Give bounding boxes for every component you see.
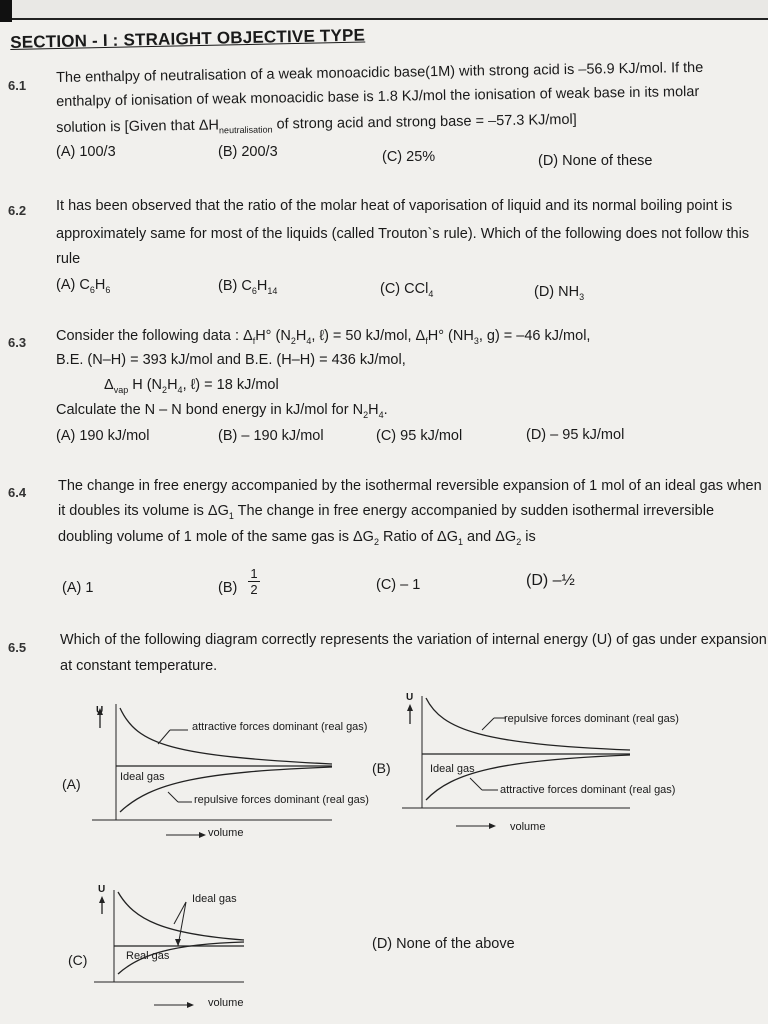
q63-l1-s2: 2 (290, 335, 296, 346)
diagram-b-pointer-bottom (470, 778, 482, 790)
diagram-c-mid-label: Real gas (126, 950, 170, 962)
q63-l1-c: H (295, 328, 307, 344)
q63-l1-s1: f (252, 335, 256, 346)
question-number-6-3: 6.3 (8, 335, 27, 350)
q62-b-sub1: 6 (251, 285, 257, 296)
q63-l1-s5: 3 (473, 335, 479, 346)
diagram-b-label[interactable]: (B) (372, 760, 391, 776)
q62-b-sub2: 14 (267, 285, 278, 296)
q62-a-mid: H (94, 277, 106, 293)
diagram-a-pointer-top (158, 730, 170, 744)
diagram-c-label[interactable]: (C) (68, 952, 88, 968)
diagram-a-label[interactable]: (A) (62, 776, 81, 792)
diagram-c-x-arrowhead (187, 1002, 194, 1008)
diagram-a-axis-y-label: U (96, 705, 104, 716)
question-number-6-5: 6.5 (8, 640, 27, 655)
q64-line2 (58, 503, 714, 521)
q63-l1-s4: f (425, 335, 428, 346)
q64-l3-c: and ΔG (463, 529, 517, 545)
diagram-b-axis-y-label: U (406, 692, 414, 703)
diagram-b-pointer-top (482, 718, 494, 730)
diagram-b-y-arrowhead (407, 704, 413, 711)
diagram-a-pointer-bottom (168, 792, 178, 802)
q63-option-d[interactable]: (D) – 95 kJ/mol (526, 427, 625, 443)
q63-l4-s2: 4 (378, 409, 384, 420)
diagram-a-x-arrowhead (199, 832, 206, 838)
q63-option-a[interactable]: (A) 190 kJ/mol (56, 428, 150, 444)
q62-line3: rule (56, 251, 81, 267)
q62-c-sub1: 4 (428, 288, 434, 299)
section-title (10, 26, 365, 53)
q64-l3-s3: 2 (516, 536, 522, 547)
q63-l4-s1: 2 (363, 409, 369, 420)
q62-option-c[interactable] (380, 281, 433, 299)
diagram-a-upper-curve (120, 708, 332, 764)
q62-a-sub2: 6 (105, 284, 111, 295)
q63-line2: B.E. (N–H) = 393 kJ/mol and B.E. (H–H) = 436 kJ/mol, (56, 352, 406, 368)
diagram-c-axis-x-label: volume (208, 997, 244, 1009)
q61-line3-b: of strong acid and strong base = –57.3 KJ/mol] (272, 111, 577, 133)
diagram-b-top-label: repulsive forces dominant (real gas) (504, 713, 679, 725)
q64-l2-b: The change in free energy accompanied by sudden isothermal irreversible (233, 503, 715, 519)
q65-line1: Which of the following diagram correctly represents the variation of internal energy (U) of gas under expansion (60, 632, 767, 648)
q62-a-sub1: 6 (89, 284, 95, 295)
q61-line3-sub: neutralisation (218, 124, 273, 136)
q62-b-mid: H (256, 278, 268, 294)
diagram-c (94, 884, 274, 1020)
q62-c-text: (C) CCl (380, 281, 429, 297)
diagram-a-axis-x-label: volume (208, 827, 244, 839)
diagram-c-pointer-arrowhead (175, 939, 181, 946)
diagram-a-bottom-label: repulsive forces dominant (real gas) (194, 794, 369, 806)
q64-b-numerator: 1 (248, 566, 260, 582)
diagram-b (402, 690, 682, 830)
q63-l3-s3: 4 (177, 384, 183, 395)
diagram-a-mid-label: Ideal gas (120, 771, 165, 783)
q63-line1 (56, 328, 590, 346)
diagram-b-mid-label: Ideal gas (430, 763, 475, 775)
q64-l3-d: is (521, 529, 536, 545)
q64-l3-b: Ratio of ΔG (378, 529, 458, 545)
q63-l4-b: H (368, 402, 379, 418)
q62-option-a[interactable] (56, 277, 110, 295)
page-top-border (0, 0, 768, 20)
diagram-c-axis-y-label: U (98, 884, 106, 895)
page-corner-mark (0, 0, 12, 22)
q64-l3-s1: 2 (373, 536, 379, 547)
q62-line2: approximately same for most of the liquids (called Trouton`s rule). Which of the following does not follow this (56, 226, 750, 242)
diagram-b-x-arrowhead (489, 823, 496, 829)
q61-line3 (56, 112, 577, 138)
q64-b-fraction (248, 566, 260, 598)
diagram-c-top-label: Ideal gas (192, 893, 237, 905)
q63-l3-s2: 2 (162, 384, 168, 395)
q64-l3-s2: 1 (457, 536, 463, 547)
q63-l1-d: , ℓ) = 50 kJ/mol, Δ (311, 328, 426, 344)
q63-l1-s3: 4 (306, 335, 312, 346)
q63-l3-b: H (N (128, 377, 163, 393)
q64-line1: The change in free energy accompanied by the isothermal reversible expansion of 1 mol of an ideal gas when (58, 478, 762, 494)
q63-option-c[interactable]: (C) 95 kJ/mol (376, 428, 463, 444)
q61-option-d[interactable]: (D) None of these (538, 153, 653, 169)
q62-d-text: (D) NH (534, 284, 580, 300)
q61-line1: The enthalpy of neutralisation of a weak monoacidic base(1M) with strong acid is –56.9 KJ/mol. If the (56, 59, 704, 86)
q64-option-d[interactable]: (D) –½ (526, 572, 575, 589)
q64-l2-s: 1 (228, 510, 234, 521)
q63-l3-c: H (167, 377, 178, 393)
q62-option-d[interactable] (534, 284, 584, 302)
diagram-c-y-arrowhead (99, 896, 105, 903)
diagram-b-axis-x-label: volume (510, 821, 546, 833)
q64-b-denominator: 2 (250, 582, 258, 597)
q63-l1-f: , g) = –46 kJ/mol, (478, 328, 591, 344)
q61-option-a[interactable]: (A) 100/3 (56, 144, 116, 160)
q62-a-text: (A) C (56, 277, 90, 293)
diagram-b-bottom-label: attractive forces dominant (real gas) (500, 784, 676, 796)
question-number-6-4: 6.4 (8, 485, 27, 500)
question-number-6-2: 6.2 (8, 203, 27, 218)
q64-b-text: (B) (218, 580, 238, 596)
q64-l3-a: doubling volume of 1 mole of the same gas is ΔG (58, 529, 374, 545)
q62-d-sub1: 3 (579, 291, 585, 302)
q63-l3-sub: vap (113, 384, 129, 395)
q63-l3-a: Δ (104, 377, 114, 393)
q65-option-d[interactable]: (D) None of the above (372, 936, 515, 952)
q63-option-b[interactable]: (B) – 190 kJ/mol (218, 428, 324, 444)
diagram-a-top-label: attractive forces dominant (real gas) (192, 721, 368, 733)
q61-option-b[interactable]: (B) 200/3 (218, 144, 278, 160)
q61-option-c[interactable]: (C) 25% (382, 149, 436, 165)
q62-option-b[interactable] (218, 278, 277, 296)
q61-line2: enthalpy of ionisation of weak monoacidic base is 1.8 KJ/mol the ionisation of weak base in its molar (56, 83, 700, 110)
q63-l1-b: H° (N (255, 328, 291, 344)
q64-line3 (58, 529, 536, 547)
q65-line2: at constant temperature. (60, 658, 218, 674)
q64-option-c[interactable]: (C) – 1 (376, 577, 421, 593)
q63-l4-c: . (383, 402, 388, 418)
q63-l1-a: Consider the following data : Δ (56, 328, 253, 344)
q64-option-a[interactable]: (A) 1 (62, 580, 94, 596)
q62-b-text: (B) C (218, 278, 252, 294)
q63-l4-a: Calculate the N – N bond energy in kJ/mol for N (56, 402, 364, 418)
q63-line4 (56, 402, 388, 420)
q63-line3 (104, 377, 279, 395)
q62-line1: It has been observed that the ratio of the molar heat of vaporisation of liquid and its normal boiling point is (56, 198, 733, 214)
q61-line3-a: solution is [Given that ΔH (56, 117, 220, 136)
q64-l2-a: it doubles its volume is ΔG (58, 503, 229, 519)
section-title-text: SECTION - I : STRAIGHT OBJECTIVE TYPE (10, 25, 366, 52)
q63-l3-d: , ℓ) = 18 kJ/mol (182, 377, 279, 393)
q63-l1-e: H° (NH (427, 328, 474, 344)
question-number-6-1: 6.1 (8, 78, 27, 93)
